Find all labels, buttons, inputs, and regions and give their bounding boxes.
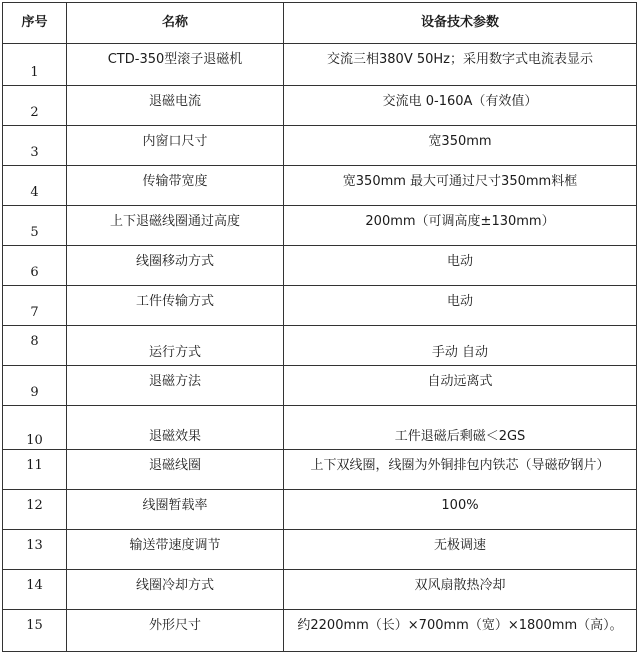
row-name: 输送带速度调节 — [67, 530, 284, 570]
row-params: 交流电 0-160A（有效值） — [284, 86, 637, 126]
row-index: 14 — [3, 570, 67, 610]
row-index: 8 — [3, 326, 67, 366]
table-row — [3, 286, 637, 326]
row-name: 内窗口尺寸 — [67, 126, 284, 166]
header-params: 设备技术参数 — [284, 3, 637, 44]
row-params: 电动 — [284, 286, 637, 326]
row-name: 工件传输方式 — [67, 286, 284, 326]
header-row — [3, 3, 637, 44]
table-row — [3, 610, 637, 652]
row-index: 7 — [3, 286, 67, 326]
table-row — [3, 126, 637, 166]
row-name: 线圈移动方式 — [67, 246, 284, 286]
row-name: 传输带宽度 — [67, 166, 284, 206]
row-params: 自动远离式 — [284, 366, 637, 406]
row-params: 手动 自动 — [284, 326, 637, 366]
row-index: 15 — [3, 610, 67, 652]
row-name: 退磁效果 — [67, 406, 284, 450]
row-name: 退磁方法 — [67, 366, 284, 406]
table-row — [3, 530, 637, 570]
table-row — [3, 366, 637, 406]
row-name: CTD-350型滚子退磁机 — [67, 44, 284, 86]
row-index: 13 — [3, 530, 67, 570]
spec-table — [2, 2, 637, 652]
row-index: 1 — [3, 44, 67, 86]
row-index: 2 — [3, 86, 67, 126]
table-row — [3, 406, 637, 450]
row-params: 上下双线圈，线圈为外铜排包内铁芯（导磁矽钢片） — [284, 450, 637, 490]
table-row — [3, 570, 637, 610]
row-index: 4 — [3, 166, 67, 206]
row-index: 3 — [3, 126, 67, 166]
row-index: 6 — [3, 246, 67, 286]
row-index: 10 — [3, 406, 67, 450]
row-params: 约2200mm（长）×700mm（宽）×1800mm（高）。 — [284, 610, 637, 652]
row-name: 线圈暂载率 — [67, 490, 284, 530]
row-params: 电动 — [284, 246, 637, 286]
row-params: 宽350mm 最大可通过尺寸350mm料框 — [284, 166, 637, 206]
row-name: 退磁电流 — [67, 86, 284, 126]
row-params: 双风扇散热冷却 — [284, 570, 637, 610]
row-index: 9 — [3, 366, 67, 406]
row-params: 宽350mm — [284, 126, 637, 166]
row-index: 12 — [3, 490, 67, 530]
row-params: 交流三相380V 50Hz；采用数字式电流表显示 — [284, 44, 637, 86]
header-index: 序号 — [3, 3, 67, 44]
row-name: 上下退磁线圈通过高度 — [67, 206, 284, 246]
row-params: 工件退磁后剩磁＜2GS — [284, 406, 637, 450]
table-row — [3, 326, 637, 366]
header-name: 名称 — [67, 3, 284, 44]
row-name: 线圈冷却方式 — [67, 570, 284, 610]
table-row — [3, 450, 637, 490]
row-name: 运行方式 — [67, 326, 284, 366]
row-name: 退磁线圈 — [67, 450, 284, 490]
row-params: 无极调速 — [284, 530, 637, 570]
row-params: 200mm（可调高度±130mm） — [284, 206, 637, 246]
table-row — [3, 86, 637, 126]
row-index: 5 — [3, 206, 67, 246]
table-row — [3, 44, 637, 86]
table-row — [3, 246, 637, 286]
table-row — [3, 490, 637, 530]
table-row — [3, 166, 637, 206]
row-name: 外形尺寸 — [67, 610, 284, 652]
row-params: 100% — [284, 490, 637, 530]
row-index: 11 — [3, 450, 67, 490]
table-row — [3, 206, 637, 246]
